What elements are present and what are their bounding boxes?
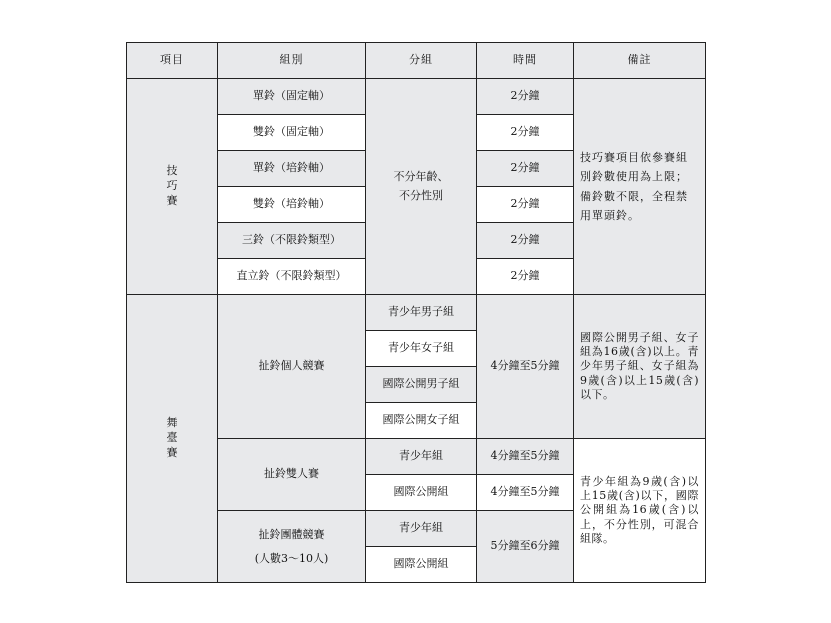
pair-time: 4分鐘至5分鐘: [477, 439, 574, 475]
team-division: 青少年組: [366, 511, 477, 547]
skill-group: 雙鈴（培鈴軸）: [218, 187, 366, 223]
category-skill: 技 巧 賽: [127, 79, 218, 295]
skill-time: 2分鐘: [477, 187, 574, 223]
team-division: 國際公開組: [366, 547, 477, 583]
pair-label: 扯鈴雙人賽: [218, 439, 366, 511]
competition-table: [126, 42, 706, 583]
pair-division: 國際公開組: [366, 475, 477, 511]
header-time: 時間: [477, 43, 574, 79]
skill-note: 技巧賽項目依參賽組別鈴數使用為上限；備鈴數不限，全程禁用單頭鈴。: [574, 79, 706, 295]
header-division: 分組: [366, 43, 477, 79]
skill-group: 單鈴（固定軸）: [218, 79, 366, 115]
team-label: 扯鈴團體競賽 (人數3～10人): [218, 511, 366, 583]
category-stage: 舞 臺 賽: [127, 295, 218, 583]
skill-group: 直立鈴（不限鈴類型）: [218, 259, 366, 295]
skill-group: 單鈴（培鈴軸）: [218, 151, 366, 187]
header-note: 備註: [574, 43, 706, 79]
skill-time: 2分鐘: [477, 223, 574, 259]
individual-division: 青少年女子組: [366, 331, 477, 367]
table-row: [127, 79, 706, 115]
skill-group: 雙鈴（固定軸）: [218, 115, 366, 151]
table-row: [127, 295, 706, 331]
skill-time: 2分鐘: [477, 115, 574, 151]
header-group: 組別: [218, 43, 366, 79]
individual-division: 國際公開男子組: [366, 367, 477, 403]
skill-time: 2分鐘: [477, 151, 574, 187]
skill-group: 三鈴（不限鈴類型）: [218, 223, 366, 259]
individual-label: 扯鈴個人競賽: [218, 295, 366, 439]
pair-division: 青少年組: [366, 439, 477, 475]
group-note: 青少年組為9歲(含)以上15歲(含)以下，國際公開組為16歲(含)以上，不分性別，可混合組隊。: [574, 439, 706, 583]
skill-time: 2分鐘: [477, 259, 574, 295]
individual-time: 4分鐘至5分鐘: [477, 295, 574, 439]
pair-time: 4分鐘至5分鐘: [477, 475, 574, 511]
individual-note: 國際公開男子組、女子組為16歲(含)以上。青少年男子組、女子組為9歲(含)以上15歲(含)以下。: [574, 295, 706, 439]
individual-division: 青少年男子組: [366, 295, 477, 331]
skill-division: 不分年齡、 不分性別: [366, 79, 477, 295]
skill-time: 2分鐘: [477, 79, 574, 115]
header-item: 項目: [127, 43, 218, 79]
header-row: [127, 43, 706, 79]
team-time: 5分鐘至6分鐘: [477, 511, 574, 583]
individual-division: 國際公開女子組: [366, 403, 477, 439]
